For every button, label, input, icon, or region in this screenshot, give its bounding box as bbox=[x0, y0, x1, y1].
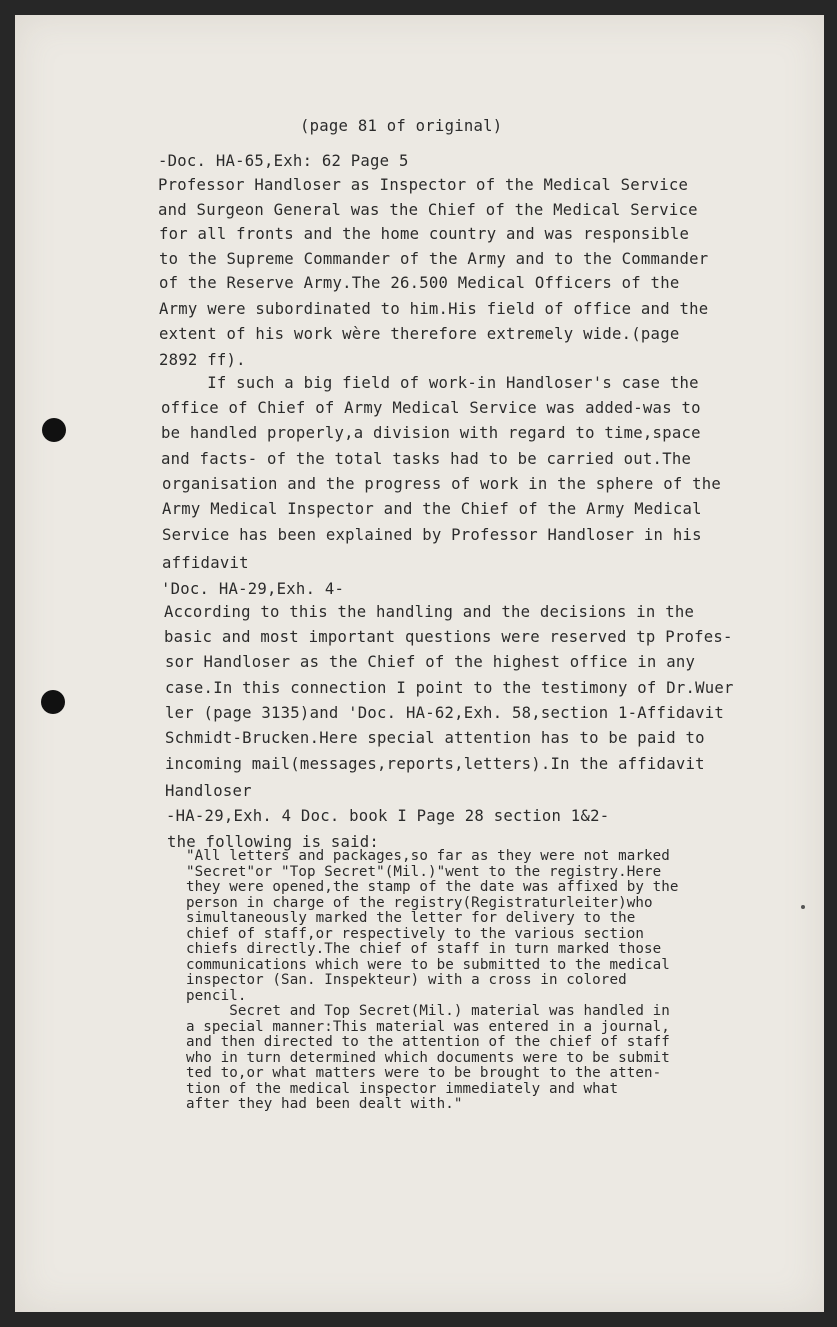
body-line: sor Handloser as the Chief of the highest office in any bbox=[165, 653, 696, 671]
body-line: Army Medical Inspector and the Chief of the Army Medical bbox=[162, 500, 702, 518]
body-line: to the Supreme Commander of the Army and to the Commander bbox=[159, 250, 709, 268]
quote-line: chief of staff,or respectively to the various section bbox=[186, 925, 645, 942]
body-line: affidavit bbox=[162, 554, 249, 572]
quote-line: and then directed to the attention of the chief of staff bbox=[186, 1034, 670, 1050]
quote-line: "All letters and packages,so far as they were not marked bbox=[186, 848, 670, 864]
body-line: According to this the handling and the decisions in the bbox=[164, 603, 695, 621]
body-line: 2892 ff). bbox=[159, 351, 246, 369]
page-header: (page 81 of original) bbox=[300, 117, 503, 135]
body-line: If such a big field of work-in Handloser's case the bbox=[159, 374, 699, 392]
body-line: Army were subordinated to him.His field of office and the bbox=[159, 300, 709, 318]
quote-line: communications which were to be submitted to the medical bbox=[186, 956, 670, 973]
quoted-affidavit bbox=[186, 849, 679, 1113]
body-line: of the Reserve Army.The 26.500 Medical Officers of the bbox=[159, 274, 680, 292]
quote-line: chiefs directly.The chief of staff in turn marked those bbox=[186, 941, 662, 957]
quote-line: tion of the medical inspector immediately and what bbox=[186, 1080, 619, 1097]
body-line: the following is said: bbox=[167, 833, 380, 851]
quote-line: "Secret"or "Top Secret"(Mil.)"went to the registry.Here bbox=[186, 863, 662, 880]
quote-line: inspector (San. Inspekteur) with a cross in colored bbox=[186, 972, 627, 988]
body-line: and facts- of the total tasks had to be carried out.The bbox=[161, 450, 692, 468]
body-line: ler (page 3135)and 'Doc. HA-62,Exh. 58,section 1-Affidavit bbox=[165, 704, 725, 722]
body-line: Professor Handloser as Inspector of the Medical Service bbox=[158, 176, 689, 194]
body-line: Service has been explained by Professor Handloser in his bbox=[162, 526, 702, 544]
body-line: Handloser bbox=[165, 782, 252, 800]
quote-line: after they had been dealt with." bbox=[186, 1096, 463, 1112]
body-line: and Surgeon General was the Chief of the Medical Service bbox=[158, 201, 698, 219]
body-line: basic and most important questions were reserved tp Profes- bbox=[164, 628, 733, 646]
quote-line: a special manner:This material was entered in a journal, bbox=[186, 1018, 670, 1035]
body-line: Schmidt-Brucken.Here special attention has to be paid to bbox=[165, 729, 705, 747]
body-line: -Doc. HA-65,Exh: 62 Page 5 bbox=[158, 152, 409, 170]
body-line: be handled properly,a division with regard to time,space bbox=[161, 424, 701, 442]
body-line: for all fronts and the home country and was responsible bbox=[159, 225, 690, 243]
quote-line: simultaneously marked the letter for delivery to the bbox=[186, 910, 636, 926]
body-line: extent of his work wère therefore extremely wide.(page bbox=[159, 325, 680, 343]
body-line: 'Doc. HA-29,Exh. 4- bbox=[161, 580, 345, 598]
quote-line: person in charge of the registry(Registraturleiter)who bbox=[186, 894, 653, 911]
body-line: organisation and the progress of work in the sphere of the bbox=[162, 475, 722, 493]
body-line: case.In this connection I point to the testimony of Dr.Wuer bbox=[165, 679, 734, 697]
quote-line: ted to,or what matters were to be brought to the atten- bbox=[186, 1065, 662, 1081]
body-line: office of Chief of Army Medical Service was added-was to bbox=[161, 399, 701, 417]
punch-hole-lower bbox=[41, 690, 65, 714]
quote-line: Secret and Top Secret(Mil.) material was handled in bbox=[186, 1003, 670, 1019]
body-line: -HA-29,Exh. 4 Doc. book I Page 28 section 1&2- bbox=[166, 807, 610, 825]
quote-line: who in turn determined which documents were to be submit bbox=[186, 1049, 670, 1066]
quote-line: they were opened,the stamp of the date was affixed by the bbox=[186, 879, 679, 895]
body-line: incoming mail(messages,reports,letters).In the affidavit bbox=[165, 755, 705, 773]
paper-speck bbox=[801, 905, 805, 909]
punch-hole-upper bbox=[42, 418, 66, 442]
quote-line: pencil. bbox=[186, 987, 247, 1004]
